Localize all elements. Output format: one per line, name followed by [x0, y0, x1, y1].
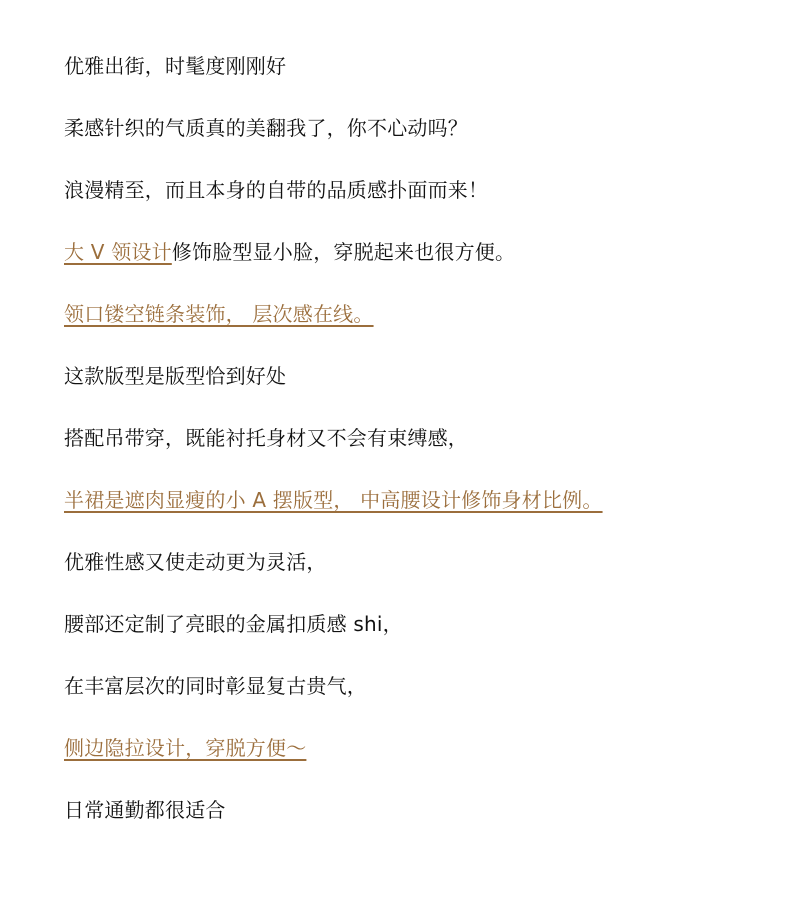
highlighted-text: 大 V 领设计 [64, 240, 172, 264]
line-text: 柔感针织的气质真的美翻我了，你不心动吗？ [64, 116, 468, 140]
highlighted-text: 领口镂空链条装饰， 层次感在线。 [64, 302, 374, 326]
text-line [64, 176, 764, 204]
line-text: 修饰脸型显小脸，穿脱起来也很方便。 [171, 240, 516, 264]
text-line [64, 548, 764, 576]
line-text: 这款版型是版型恰到好处 [64, 364, 287, 388]
text-line [64, 796, 764, 824]
line-text: 浪漫精至，而且本身的自带的品质感扑面而来！ [64, 178, 489, 202]
highlighted-text: 半裙是遮肉显瘦的小 A 摆版型， 中高腰设计修饰身材比例。 [64, 488, 603, 512]
line-text: 日常通勤都很适合 [64, 798, 226, 822]
text-line [64, 486, 764, 514]
text-line [64, 610, 764, 638]
text-line [64, 424, 764, 452]
line-text: 在丰富层次的同时彰显复古贵气， [64, 674, 367, 698]
text-line [64, 734, 764, 762]
text-line [64, 300, 764, 328]
text-line [64, 672, 764, 700]
text-line [64, 52, 764, 80]
article-body [64, 52, 764, 858]
text-line [64, 238, 764, 266]
line-text: 腰部还定制了亮眼的金属扣质感 shi， [64, 612, 403, 636]
line-text: 优雅出街，时髦度刚刚好 [64, 54, 287, 78]
highlighted-text: 侧边隐拉设计，穿脱方便～ [64, 736, 307, 760]
line-text: 优雅性感又使走动更为灵活， [64, 550, 327, 574]
text-line [64, 114, 764, 142]
line-text: 搭配吊带穿，既能衬托身材又不会有束缚感， [64, 426, 468, 450]
text-line [64, 362, 764, 390]
